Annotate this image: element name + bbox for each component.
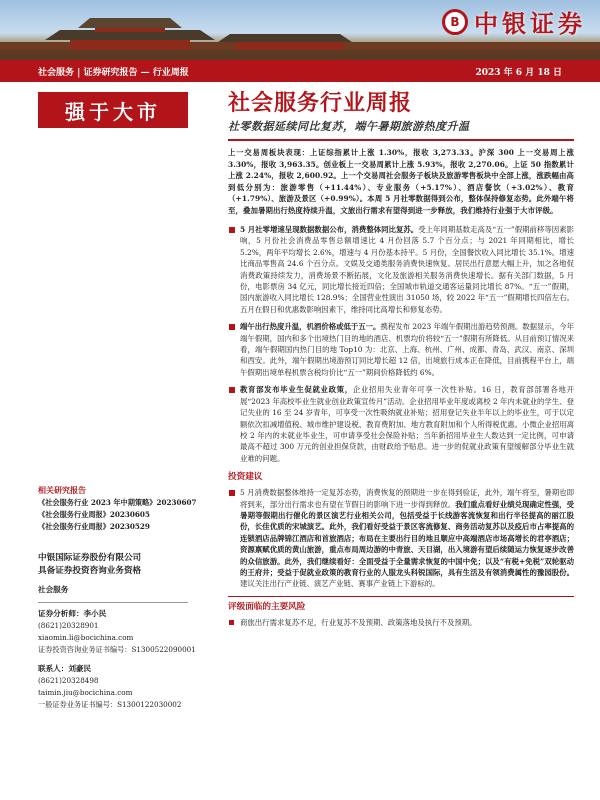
contact-cert: 一般证券业务证书编号：S1300122030002: [38, 700, 182, 709]
related-reports-heading: 相关研究报告: [38, 485, 86, 495]
risk-text: 商旅出行需求复苏不足，行业复苏不及预期、政策落地及执行不及预期。: [240, 617, 477, 627]
investment-advice-heading: 投资建议: [228, 472, 263, 483]
contact-name: 联系人：刘豪民: [38, 664, 92, 673]
key-point-text: 受上年同期基数走高及“五一”假期前移等因素影响，5 月份社会消费品零售总额增速比 4 月份回落 5.7 个百分点；与 2021 年同期相比，增长 5.2%，两年平均增长 2.6%，增速与 4 月份基本持平。5 月份，全国餐饮收入同比增长 35.1%。增速比商品零售高 24.6 个百分点。文娱及交通类服务消费快速恢复。居民出行意愿大幅上升，加之各地促消费政策持续发力，消费场景不断拓展，文化及旅游相关服务消费快速增长。据有关部门数据，5 月份，电影票房 34 亿元，同比增长接近四倍；全国城市轨道交通客运量同比增长 87%。“五一”假期，国内旅游收入同比增长 128.9%；全国营业性演出 31050 场，较 2022 年“五一”假期增长四倍左右。五月在假日和优惠数影响因素下，维持同比高增长和修复态势。: [240, 225, 575, 314]
firm-qualification: 具备证券投资咨询业务资格: [38, 566, 142, 576]
analyst-phone: (8621)20328901: [38, 621, 99, 630]
key-point: [228, 224, 574, 315]
report-navbar: [0, 60, 600, 82]
key-point-lead: 端午出行热度升温，机酒价格或低于五一。: [240, 322, 381, 332]
report-date: 2023 年 6 月 18 日: [475, 67, 562, 78]
weekly-summary: 上一交易周板块表现：上证综指累计上涨 1.30%，报收 3,273.33。沪深 300 上一交易周上涨 3.30%，报收 3,963.35。创业板上一交易周累计上涨 5.93%，报收 2,270.06。上证 50 指数累计上涨 2.24%，报收 2,600.92。上一个交易周社会服务子板块及旅游零售板块中全部上涨，涨跌幅由高到低分别为：旅游零售（+11.44%）、专业服务（+5.17%）、酒店餐饮（+3.02%）、教育（+1.79%）、旅游及景区（+0.99%）。本周 5 月社零数据得到公布，整体保持修复态势。此外端午将至，叠加暑期出行热度持续升温，文旅出行需求有望得到进一步释放，我们维持行业强于大市评级。: [228, 148, 574, 215]
key-point: [228, 321, 574, 378]
key-point-text: 企业招用失业青年可享一次性补贴。16 日，教育部部署各地开展“2023 年高校毕业生就业创业政策宣传月”活动。企业招用毕业年度或离校 2 年内未就业的学生、登记失业的 16 至 24 岁青年，可享受一次性吸纳就业补贴；招用登记失业半年以上的毕业生，可于以定额依次扣减增值税、城市维护建设税、教育费附加、地方教育附加和个人所得税优惠。小微企业招用离校 2 年内的未就业毕业生，可申请享受社会保险补贴；当年新招用毕业生人数达到一定比例，可申请最高不超过 300 万元的创业担保贷款，由财政给予贴息。进一步的促就业政策有望缓解部分毕业生就业难的问题。: [240, 385, 574, 463]
risk-heading: 评级面临的主要风险: [228, 596, 574, 614]
header-banner: [0, 0, 600, 60]
rating-badge: 强于大市: [38, 92, 188, 128]
contact-email[interactable]: taimin.jiu@bocichina.com: [38, 688, 133, 697]
risk-item: [228, 617, 574, 628]
related-report-item[interactable]: 《社会服务行业 2023 年中期策略》20230607: [38, 498, 197, 507]
related-report-item[interactable]: 《社会服务行业周报》20230529: [38, 522, 150, 531]
divider: [38, 602, 188, 603]
logo-mark-icon: B: [442, 9, 468, 35]
title-divider: [228, 139, 574, 141]
firm-info: [38, 552, 210, 711]
main-column: [228, 86, 574, 634]
key-point: [228, 384, 574, 464]
investment-advice-note: 建议关注出行产业链、演艺产业链、赛事产业链上下游标的。: [240, 579, 440, 589]
breadcrumb: 社会服务 | 证券研究报告 — 行业周报: [38, 67, 189, 78]
investment-advice: [228, 487, 574, 590]
firm-name: 中银国际证券股份有限公司: [38, 553, 142, 563]
sector-label: 社会服务: [38, 585, 69, 594]
report-title: 社会服务行业周报: [228, 90, 413, 116]
investment-advice-picks: 我们重点看好业绩兑现确定性强，受暑期等假期出行催化的景区演艺行业相关公司，包括受益于长线游客流恢复和出行半径提高的丽江股份，长佳优质的宋城演艺。此外，我们看好受益于景区客流修复、商务活动复苏以及疫后市占率提高的连锁酒店品牌锦江酒店和首旅酒店；布局在主要出行目的地且顺应中高端酒店市场高增长的君亭酒店；资源禀赋优质的黄山旅游，重点布局周边游的中青旅、天目湖，出入境游有望后续随运力恢复逐步改善的众信旅游。此外，我们继续看好：全面受益于全量需求恢复的中国中免；以及“有税+免税”双轮驱动的王府井；受益于促就业政策的教育行业的人服龙头科锐国际，具有生活及有领消费属性的豫园股份。: [240, 499, 574, 577]
logo-text: 中银证券: [474, 10, 586, 38]
key-point-text: 携程发布 2023 年端午假期出游趋势预测。数据显示，今年端午假期，国内和多个出境热门目的地的酒店、机票均价将较“五一”假期有所降低。从目前预订情况来看，端午假期国内热门目的地 Top10 为：北京、上海、杭州、广州、成都、青岛、武汉、南京、深圳和西安。此外，端午假期出境游预订同比增长超 12 倍，出境旅行成本正在降低，目前携程平台上，端午假期出境单程机票含税均价比“五一”期间价格降低约 6%。: [240, 322, 574, 377]
company-logo: [442, 4, 586, 39]
analyst-cert: 证券投资咨询业务证书编号：S1300522090001: [38, 645, 196, 654]
key-points: [228, 224, 574, 464]
key-point-lead: 教育部发布毕业生促就业政策，: [240, 385, 353, 395]
key-point-lead: 5 月社零增速呈现数据数据公布，消费整体同比复苏。: [240, 225, 419, 234]
analyst-name: 证券分析师：李小民: [38, 609, 107, 618]
related-reports: [38, 484, 210, 533]
contact-phone: (8621)20328498: [38, 676, 99, 685]
related-report-item[interactable]: 《社会服务行业周报》20230605: [38, 510, 150, 519]
investment-advice-text: 5 月消费数据整体维持一定复苏态势，消费恢复的预期进一步在得到验证，此外，端午将至，暑期也即将到来，部分出行需求也有望在节假日的影响下进一步得到释放。: [240, 488, 574, 509]
report-subtitle: 社零数据延续同比复苏，端午暑期旅游热度升温: [228, 120, 470, 133]
left-column: [0, 82, 212, 800]
analyst-email[interactable]: xiaomin.li@bocichina.com: [38, 633, 134, 642]
